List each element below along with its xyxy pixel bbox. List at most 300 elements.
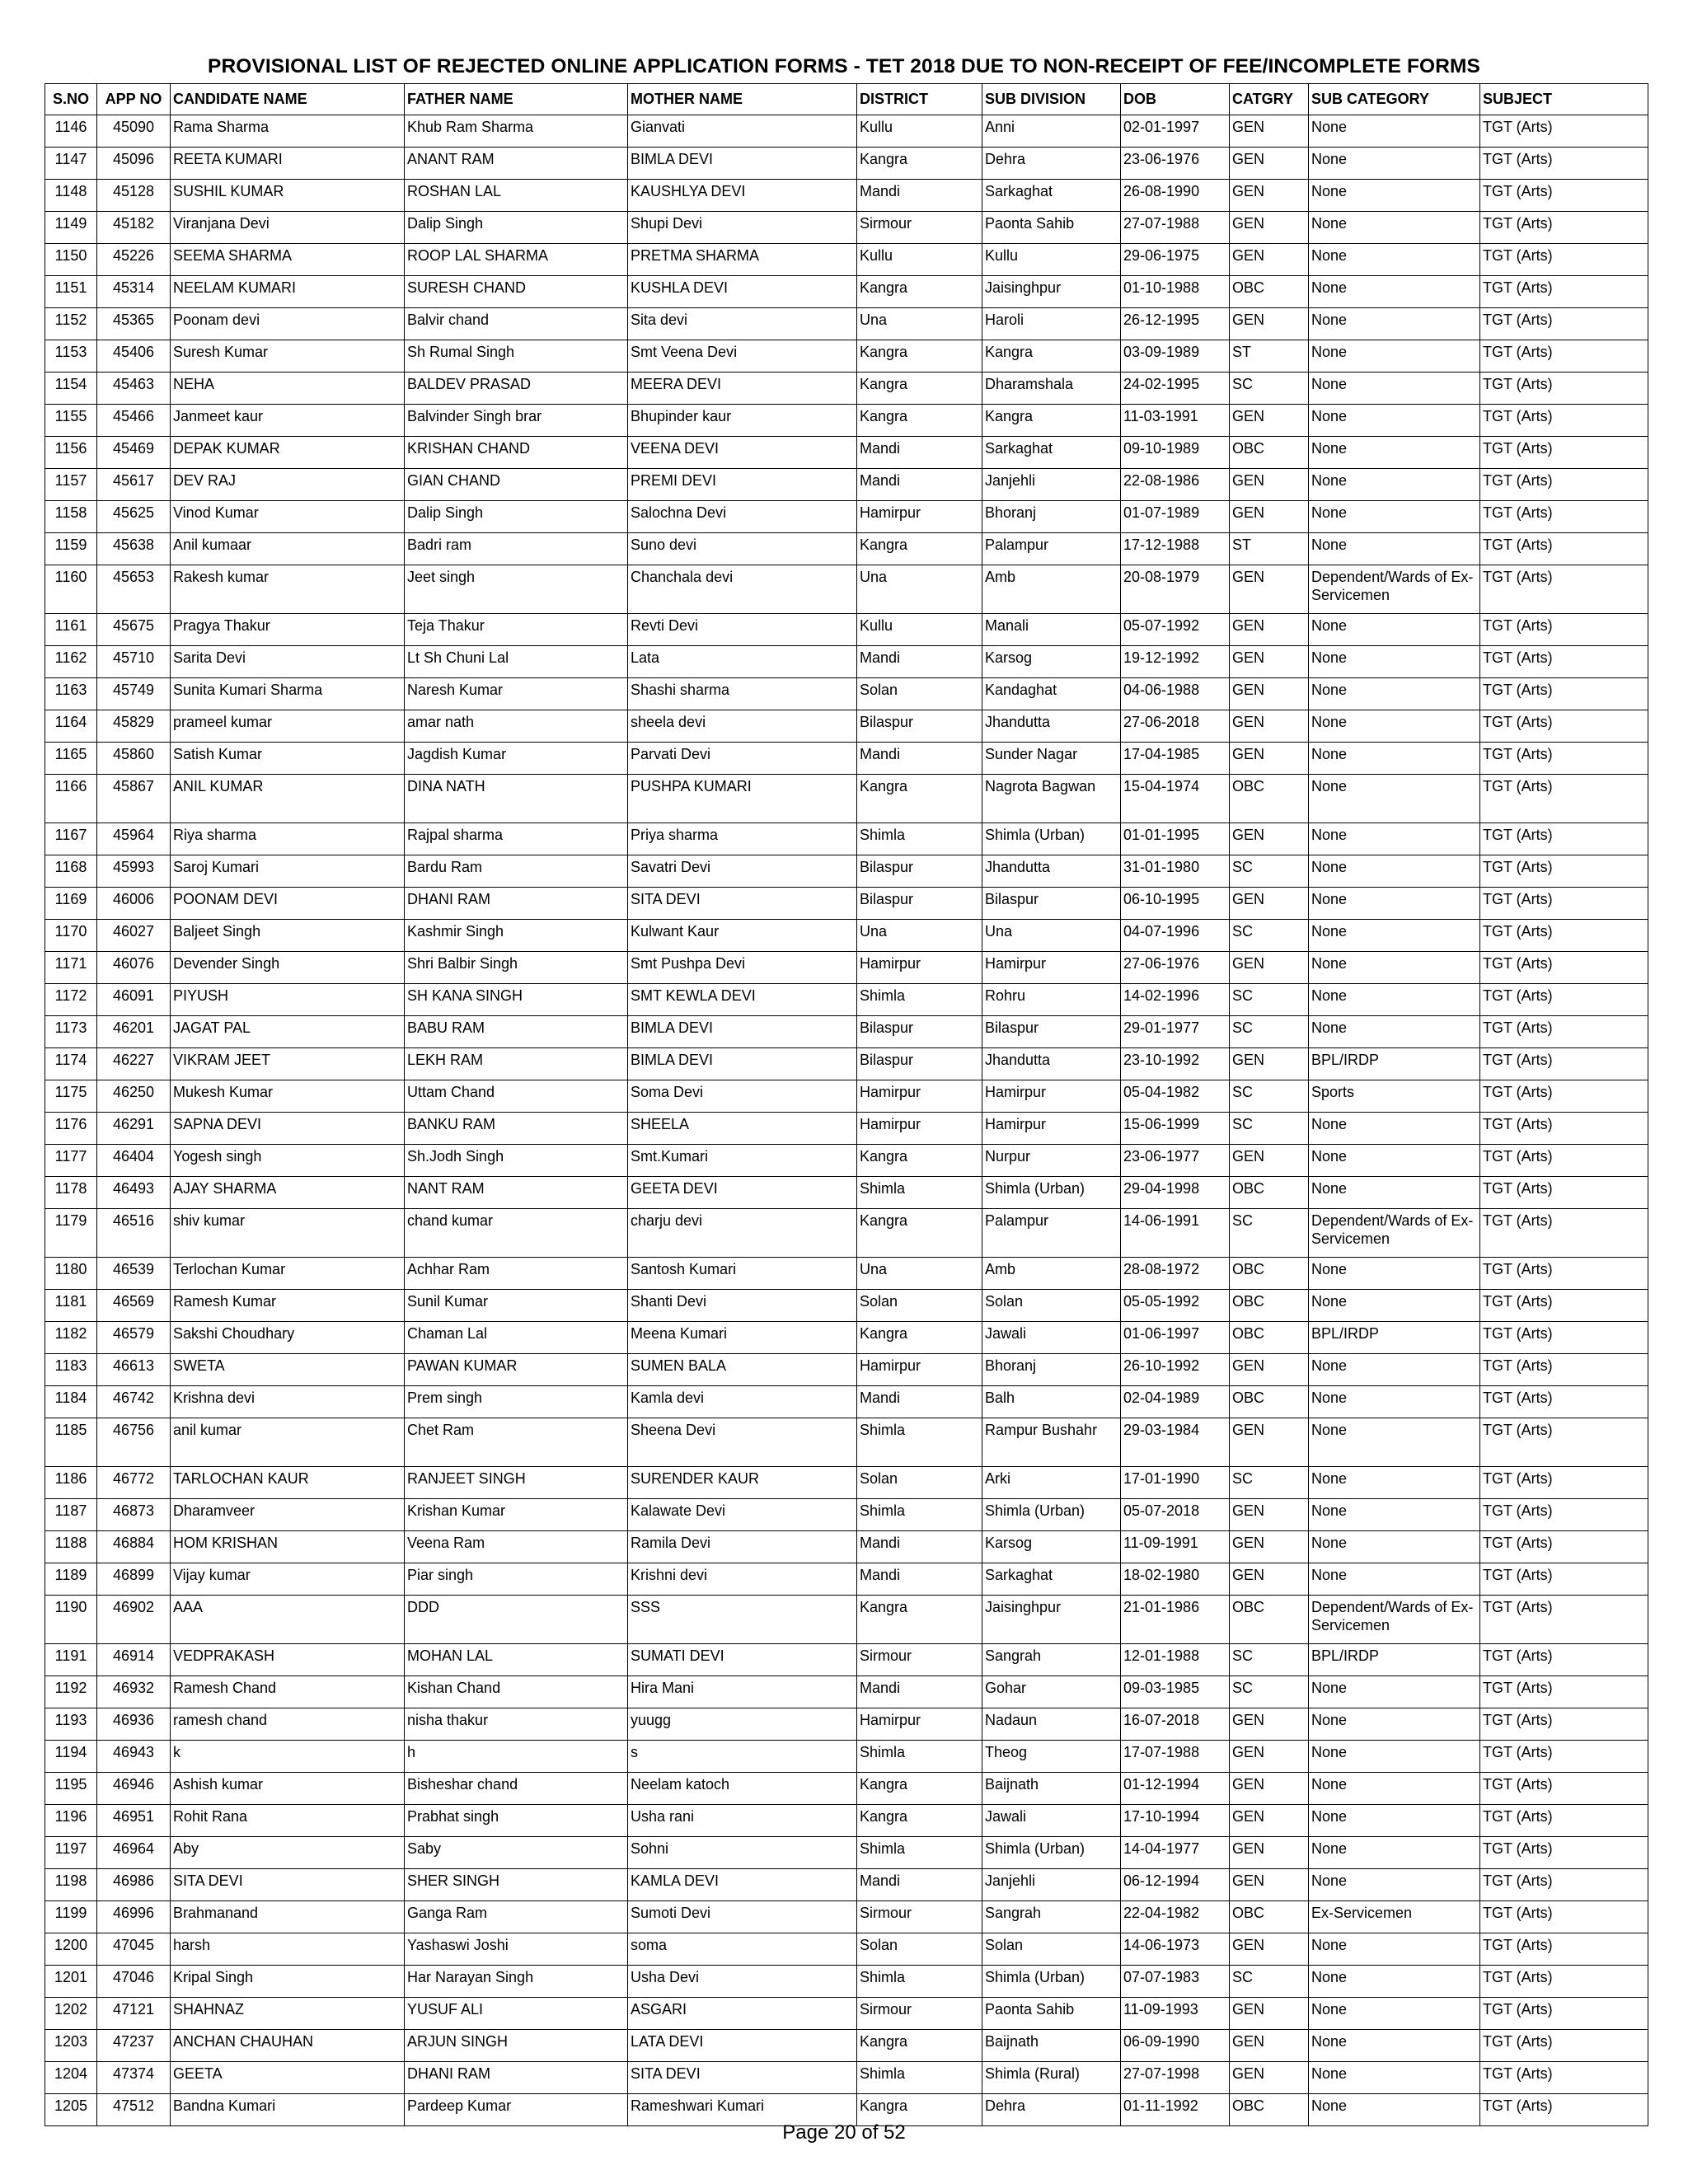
cell-candidate-name: Devender Singh (171, 952, 405, 984)
cell-candidate-name: Sarita Devi (171, 646, 405, 678)
cell-mother-name: Neelam katoch (628, 1773, 857, 1805)
cell-mother-name: KAUSHLYA DEVI (628, 180, 857, 212)
cell-serial-number: 1171 (45, 952, 97, 984)
cell-father-name: DHANI RAM (405, 2062, 628, 2094)
cell-app-number: 46493 (97, 1177, 171, 1209)
column-header-mother-name: MOTHER NAME (628, 84, 857, 115)
cell-serial-number: 1165 (45, 743, 97, 775)
cell-dob: 26-08-1990 (1121, 180, 1230, 212)
cell-sub-category: None (1309, 952, 1480, 984)
cell-father-name: chand kumar (405, 1209, 628, 1258)
cell-app-number: 45617 (97, 469, 171, 501)
cell-mother-name: Suno devi (628, 533, 857, 565)
cell-district: Kangra (857, 1322, 982, 1354)
cell-dob: 05-07-1992 (1121, 614, 1230, 646)
cell-sub-category: None (1309, 2030, 1480, 2062)
cell-sub-division: Paonta Sahib (982, 212, 1121, 244)
cell-serial-number: 1150 (45, 244, 97, 276)
table-row (45, 1966, 1648, 1998)
cell-sub-division: Kullu (982, 244, 1121, 276)
table-row (45, 405, 1648, 437)
cell-serial-number: 1202 (45, 1998, 97, 2030)
cell-mother-name: Kalawate Devi (628, 1499, 857, 1531)
cell-sub-division: Gohar (982, 1676, 1121, 1708)
cell-sub-division: Dharamshala (982, 373, 1121, 405)
cell-serial-number: 1200 (45, 1933, 97, 1966)
cell-dob: 26-12-1995 (1121, 308, 1230, 340)
cell-subject: TGT (Arts) (1480, 888, 1648, 920)
cell-district: Shimla (857, 823, 982, 855)
cell-app-number: 46579 (97, 1322, 171, 1354)
cell-subject: TGT (Arts) (1480, 1805, 1648, 1837)
cell-candidate-name: POONAM DEVI (171, 888, 405, 920)
cell-sub-category: None (1309, 823, 1480, 855)
table-row (45, 1596, 1648, 1644)
cell-dob: 29-03-1984 (1121, 1418, 1230, 1467)
cell-subject: TGT (Arts) (1480, 1708, 1648, 1741)
cell-sub-division: Solan (982, 1933, 1121, 1966)
cell-sub-division: Shimla (Urban) (982, 1966, 1121, 1998)
cell-category: GEN (1230, 1418, 1309, 1467)
cell-district: Hamirpur (857, 1354, 982, 1386)
cell-sub-division: Nadaun (982, 1708, 1121, 1741)
cell-candidate-name: PIYUSH (171, 984, 405, 1016)
cell-sub-division: Palampur (982, 533, 1121, 565)
cell-subject: TGT (Arts) (1480, 1933, 1648, 1966)
table-row (45, 1531, 1648, 1563)
column-header-category: CATGRY (1230, 84, 1309, 115)
cell-dob: 01-01-1995 (1121, 823, 1230, 855)
cell-sub-category: None (1309, 308, 1480, 340)
cell-father-name: Balvinder Singh brar (405, 405, 628, 437)
cell-sub-category: None (1309, 2094, 1480, 2126)
cell-district: Bilaspur (857, 855, 982, 888)
cell-father-name: Sunil Kumar (405, 1290, 628, 1322)
cell-district: Kangra (857, 1145, 982, 1177)
cell-dob: 07-07-1983 (1121, 1966, 1230, 1998)
cell-dob: 09-10-1989 (1121, 437, 1230, 469)
cell-subject: TGT (Arts) (1480, 984, 1648, 1016)
cell-candidate-name: Ashish kumar (171, 1773, 405, 1805)
cell-dob: 22-04-1982 (1121, 1901, 1230, 1933)
cell-subject: TGT (Arts) (1480, 1531, 1648, 1563)
cell-category: OBC (1230, 276, 1309, 308)
cell-app-number: 46027 (97, 920, 171, 952)
cell-mother-name: Parvati Devi (628, 743, 857, 775)
cell-subject: TGT (Arts) (1480, 1499, 1648, 1531)
cell-district: Kullu (857, 614, 982, 646)
cell-mother-name: SUMATI DEVI (628, 1644, 857, 1676)
table-row (45, 212, 1648, 244)
cell-father-name: Prabhat singh (405, 1805, 628, 1837)
column-header-sub-division: SUB DIVISION (982, 84, 1121, 115)
cell-subject: TGT (Arts) (1480, 533, 1648, 565)
cell-sub-division: Janjehli (982, 1869, 1121, 1901)
cell-sub-category: None (1309, 775, 1480, 823)
cell-sub-division: Bilaspur (982, 1016, 1121, 1048)
cell-dob: 05-04-1982 (1121, 1080, 1230, 1113)
cell-candidate-name: Suresh Kumar (171, 340, 405, 373)
cell-dob: 27-07-1988 (1121, 212, 1230, 244)
cell-district: Kangra (857, 276, 982, 308)
cell-mother-name: KUSHLA DEVI (628, 276, 857, 308)
cell-father-name: Krishan Kumar (405, 1499, 628, 1531)
cell-father-name: nisha thakur (405, 1708, 628, 1741)
cell-subject: TGT (Arts) (1480, 1354, 1648, 1386)
cell-mother-name: sheela devi (628, 710, 857, 743)
cell-candidate-name: SITA DEVI (171, 1869, 405, 1901)
cell-serial-number: 1179 (45, 1209, 97, 1258)
cell-dob: 02-04-1989 (1121, 1386, 1230, 1418)
cell-candidate-name: Baljeet Singh (171, 920, 405, 952)
cell-sub-category: None (1309, 533, 1480, 565)
cell-father-name: ROOP LAL SHARMA (405, 244, 628, 276)
table-row (45, 1322, 1648, 1354)
page-number: Page 20 of 52 (782, 2121, 906, 2144)
table-row (45, 565, 1648, 614)
cell-serial-number: 1196 (45, 1805, 97, 1837)
cell-subject: TGT (Arts) (1480, 1467, 1648, 1499)
cell-sub-division: Sarkaghat (982, 437, 1121, 469)
cell-mother-name: Sita devi (628, 308, 857, 340)
cell-app-number: 46951 (97, 1805, 171, 1837)
cell-sub-category: None (1309, 855, 1480, 888)
cell-district: Sirmour (857, 1901, 982, 1933)
cell-dob: 15-06-1999 (1121, 1113, 1230, 1145)
cell-sub-division: Shimla (Urban) (982, 1837, 1121, 1869)
cell-father-name: DINA NATH (405, 775, 628, 823)
cell-district: Solan (857, 1290, 982, 1322)
cell-serial-number: 1187 (45, 1499, 97, 1531)
cell-candidate-name: AJAY SHARMA (171, 1177, 405, 1209)
cell-category: OBC (1230, 2094, 1309, 2126)
cell-dob: 14-02-1996 (1121, 984, 1230, 1016)
cell-candidate-name: Terlochan Kumar (171, 1258, 405, 1290)
cell-district: Kangra (857, 405, 982, 437)
cell-sub-category: None (1309, 1869, 1480, 1901)
cell-serial-number: 1191 (45, 1644, 97, 1676)
cell-father-name: DDD (405, 1596, 628, 1644)
cell-sub-category: None (1309, 1933, 1480, 1966)
cell-mother-name: Krishni devi (628, 1563, 857, 1596)
cell-app-number: 45829 (97, 710, 171, 743)
cell-mother-name: Meena Kumari (628, 1322, 857, 1354)
cell-category: ST (1230, 533, 1309, 565)
cell-dob: 05-07-2018 (1121, 1499, 1230, 1531)
cell-category: GEN (1230, 469, 1309, 501)
cell-sub-category: None (1309, 1016, 1480, 1048)
cell-district: Mandi (857, 180, 982, 212)
cell-mother-name: SITA DEVI (628, 2062, 857, 2094)
cell-candidate-name: Anil kumaar (171, 533, 405, 565)
cell-mother-name: yuugg (628, 1708, 857, 1741)
cell-subject: TGT (Arts) (1480, 373, 1648, 405)
table-row (45, 1177, 1648, 1209)
cell-app-number: 45749 (97, 678, 171, 710)
cell-app-number: 46902 (97, 1596, 171, 1644)
cell-app-number: 47046 (97, 1966, 171, 1998)
cell-serial-number: 1205 (45, 2094, 97, 2126)
cell-mother-name: Revti Devi (628, 614, 857, 646)
table-header-row (45, 84, 1648, 115)
table-row (45, 1499, 1648, 1531)
cell-serial-number: 1158 (45, 501, 97, 533)
cell-mother-name: KAMLA DEVI (628, 1869, 857, 1901)
cell-subject: TGT (Arts) (1480, 1113, 1648, 1145)
cell-mother-name: GEETA DEVI (628, 1177, 857, 1209)
cell-mother-name: Rameshwari Kumari (628, 2094, 857, 2126)
cell-sub-category: None (1309, 1467, 1480, 1499)
cell-subject: TGT (Arts) (1480, 1145, 1648, 1177)
cell-category: GEN (1230, 405, 1309, 437)
cell-serial-number: 1192 (45, 1676, 97, 1708)
cell-subject: TGT (Arts) (1480, 743, 1648, 775)
cell-subject: TGT (Arts) (1480, 405, 1648, 437)
cell-serial-number: 1155 (45, 405, 97, 437)
cell-app-number: 46873 (97, 1499, 171, 1531)
cell-district: Solan (857, 678, 982, 710)
cell-sub-category: None (1309, 743, 1480, 775)
cell-sub-category: None (1309, 614, 1480, 646)
cell-father-name: BALDEV PRASAD (405, 373, 628, 405)
cell-app-number: 46291 (97, 1113, 171, 1145)
table-row (45, 148, 1648, 180)
cell-subject: TGT (Arts) (1480, 775, 1648, 823)
cell-subject: TGT (Arts) (1480, 1741, 1648, 1773)
cell-father-name: Achhar Ram (405, 1258, 628, 1290)
cell-candidate-name: Viranjana Devi (171, 212, 405, 244)
cell-serial-number: 1163 (45, 678, 97, 710)
table-row (45, 1805, 1648, 1837)
cell-sub-category: Dependent/Wards of Ex-Servicemen (1309, 1209, 1480, 1258)
cell-app-number: 45993 (97, 855, 171, 888)
cell-candidate-name: SEEMA SHARMA (171, 244, 405, 276)
table-row (45, 678, 1648, 710)
cell-sub-division: Karsog (982, 646, 1121, 678)
cell-candidate-name: VEDPRAKASH (171, 1644, 405, 1676)
cell-candidate-name: Rakesh kumar (171, 565, 405, 614)
cell-sub-category: None (1309, 373, 1480, 405)
cell-dob: 04-07-1996 (1121, 920, 1230, 952)
cell-candidate-name: TARLOCHAN KAUR (171, 1467, 405, 1499)
cell-app-number: 45128 (97, 180, 171, 212)
cell-district: Kangra (857, 775, 982, 823)
cell-app-number: 45860 (97, 743, 171, 775)
cell-category: SC (1230, 1113, 1309, 1145)
column-header-sub-category: SUB CATEGORY (1309, 84, 1480, 115)
table-row (45, 710, 1648, 743)
cell-sub-category: None (1309, 2062, 1480, 2094)
cell-candidate-name: Krishna devi (171, 1386, 405, 1418)
column-header-district: DISTRICT (857, 84, 982, 115)
cell-sub-category: None (1309, 984, 1480, 1016)
cell-dob: 16-07-2018 (1121, 1708, 1230, 1741)
table-row (45, 952, 1648, 984)
cell-serial-number: 1182 (45, 1322, 97, 1354)
cell-father-name: Badri ram (405, 533, 628, 565)
cell-district: Sirmour (857, 1998, 982, 2030)
cell-father-name: Sh Rumal Singh (405, 340, 628, 373)
cell-mother-name: LATA DEVI (628, 2030, 857, 2062)
cell-candidate-name: REETA KUMARI (171, 148, 405, 180)
cell-dob: 29-06-1975 (1121, 244, 1230, 276)
column-header-father-name: FATHER NAME (405, 84, 628, 115)
table-row (45, 1258, 1648, 1290)
cell-sub-division: Balh (982, 1386, 1121, 1418)
cell-mother-name: Usha rani (628, 1805, 857, 1837)
cell-mother-name: Santosh Kumari (628, 1258, 857, 1290)
cell-dob: 29-01-1977 (1121, 1016, 1230, 1048)
cell-category: GEN (1230, 1048, 1309, 1080)
cell-app-number: 46884 (97, 1531, 171, 1563)
cell-sub-category: Dependent/Wards of Ex-Servicemen (1309, 565, 1480, 614)
cell-father-name: amar nath (405, 710, 628, 743)
cell-father-name: Shri Balbir Singh (405, 952, 628, 984)
cell-app-number: 45463 (97, 373, 171, 405)
cell-serial-number: 1151 (45, 276, 97, 308)
cell-subject: TGT (Arts) (1480, 1418, 1648, 1467)
cell-category: GEN (1230, 823, 1309, 855)
cell-sub-division: Amb (982, 565, 1121, 614)
table-row (45, 1708, 1648, 1741)
cell-mother-name: charju devi (628, 1209, 857, 1258)
cell-father-name: Bisheshar chand (405, 1773, 628, 1805)
cell-subject: TGT (Arts) (1480, 1596, 1648, 1644)
table-row (45, 1386, 1648, 1418)
cell-app-number: 46996 (97, 1901, 171, 1933)
cell-app-number: 47512 (97, 2094, 171, 2126)
cell-mother-name: Shashi sharma (628, 678, 857, 710)
cell-app-number: 47121 (97, 1998, 171, 2030)
column-header-dob: DOB (1121, 84, 1230, 115)
cell-sub-division: Kangra (982, 405, 1121, 437)
cell-candidate-name: Riya sharma (171, 823, 405, 855)
cell-sub-division: Shimla (Urban) (982, 823, 1121, 855)
cell-sub-category: None (1309, 1805, 1480, 1837)
cell-father-name: Chaman Lal (405, 1322, 628, 1354)
cell-father-name: Khub Ram Sharma (405, 115, 628, 148)
rejected-forms-table (45, 83, 1648, 2126)
table-row (45, 855, 1648, 888)
cell-sub-division: Una (982, 920, 1121, 952)
cell-category: GEN (1230, 888, 1309, 920)
cell-candidate-name: ANCHAN CHAUHAN (171, 2030, 405, 2062)
cell-mother-name: s (628, 1741, 857, 1773)
cell-dob: 03-09-1989 (1121, 340, 1230, 373)
cell-app-number: 46516 (97, 1209, 171, 1258)
cell-subject: TGT (Arts) (1480, 952, 1648, 984)
cell-app-number: 46756 (97, 1418, 171, 1467)
cell-app-number: 45625 (97, 501, 171, 533)
cell-candidate-name: AAA (171, 1596, 405, 1644)
cell-serial-number: 1177 (45, 1145, 97, 1177)
cell-sub-category: None (1309, 1708, 1480, 1741)
cell-candidate-name: DEV RAJ (171, 469, 405, 501)
cell-mother-name: soma (628, 1933, 857, 1966)
cell-mother-name: Hira Mani (628, 1676, 857, 1708)
cell-candidate-name: GEETA (171, 2062, 405, 2094)
cell-app-number: 45675 (97, 614, 171, 646)
cell-sub-division: Shimla (Rural) (982, 2062, 1121, 2094)
cell-sub-division: Jaisinghpur (982, 276, 1121, 308)
cell-district: Kangra (857, 1805, 982, 1837)
cell-district: Shimla (857, 1741, 982, 1773)
cell-serial-number: 1188 (45, 1531, 97, 1563)
table-row (45, 469, 1648, 501)
cell-mother-name: SURENDER KAUR (628, 1467, 857, 1499)
table-row (45, 823, 1648, 855)
cell-sub-division: Paonta Sahib (982, 1998, 1121, 2030)
cell-subject: TGT (Arts) (1480, 308, 1648, 340)
cell-app-number: 46932 (97, 1676, 171, 1708)
cell-candidate-name: Vijay kumar (171, 1563, 405, 1596)
cell-app-number: 46227 (97, 1048, 171, 1080)
cell-mother-name: Lata (628, 646, 857, 678)
cell-district: Mandi (857, 1676, 982, 1708)
cell-sub-category: Dependent/Wards of Ex-Servicemen (1309, 1596, 1480, 1644)
cell-dob: 11-03-1991 (1121, 405, 1230, 437)
cell-candidate-name: VIKRAM JEET (171, 1048, 405, 1080)
cell-serial-number: 1185 (45, 1418, 97, 1467)
cell-mother-name: Gianvati (628, 115, 857, 148)
cell-category: GEN (1230, 1805, 1309, 1837)
cell-district: Kangra (857, 2030, 982, 2062)
cell-subject: TGT (Arts) (1480, 244, 1648, 276)
cell-serial-number: 1198 (45, 1869, 97, 1901)
cell-sub-division: Sarkaghat (982, 180, 1121, 212)
cell-district: Shimla (857, 984, 982, 1016)
cell-father-name: Kishan Chand (405, 1676, 628, 1708)
cell-father-name: Dalip Singh (405, 501, 628, 533)
cell-district: Mandi (857, 1531, 982, 1563)
cell-sub-division: Amb (982, 1258, 1121, 1290)
cell-subject: TGT (Arts) (1480, 276, 1648, 308)
table-row (45, 308, 1648, 340)
cell-district: Kangra (857, 1773, 982, 1805)
cell-candidate-name: Pragya Thakur (171, 614, 405, 646)
cell-subject: TGT (Arts) (1480, 1773, 1648, 1805)
cell-category: OBC (1230, 1177, 1309, 1209)
cell-subject: TGT (Arts) (1480, 1048, 1648, 1080)
cell-sub-division: Janjehli (982, 469, 1121, 501)
cell-subject: TGT (Arts) (1480, 1016, 1648, 1048)
cell-sub-category: None (1309, 115, 1480, 148)
cell-category: GEN (1230, 743, 1309, 775)
cell-sub-category: BPL/IRDP (1309, 1644, 1480, 1676)
cell-father-name: Jeet singh (405, 565, 628, 614)
cell-subject: TGT (Arts) (1480, 437, 1648, 469)
cell-dob: 29-04-1998 (1121, 1177, 1230, 1209)
cell-sub-category: None (1309, 678, 1480, 710)
cell-serial-number: 1167 (45, 823, 97, 855)
cell-category: OBC (1230, 1322, 1309, 1354)
cell-father-name: Pardeep Kumar (405, 2094, 628, 2126)
cell-sub-division: Sarkaghat (982, 1563, 1121, 1596)
cell-district: Una (857, 565, 982, 614)
cell-sub-division: Jaisinghpur (982, 1596, 1121, 1644)
cell-category: GEN (1230, 2030, 1309, 2062)
table-row (45, 1016, 1648, 1048)
cell-serial-number: 1172 (45, 984, 97, 1016)
cell-sub-category: None (1309, 437, 1480, 469)
cell-category: SC (1230, 1676, 1309, 1708)
cell-candidate-name: ramesh chand (171, 1708, 405, 1741)
cell-sub-division: Kangra (982, 340, 1121, 373)
cell-dob: 06-09-1990 (1121, 2030, 1230, 2062)
cell-app-number: 45653 (97, 565, 171, 614)
cell-district: Hamirpur (857, 1113, 982, 1145)
cell-category: OBC (1230, 437, 1309, 469)
